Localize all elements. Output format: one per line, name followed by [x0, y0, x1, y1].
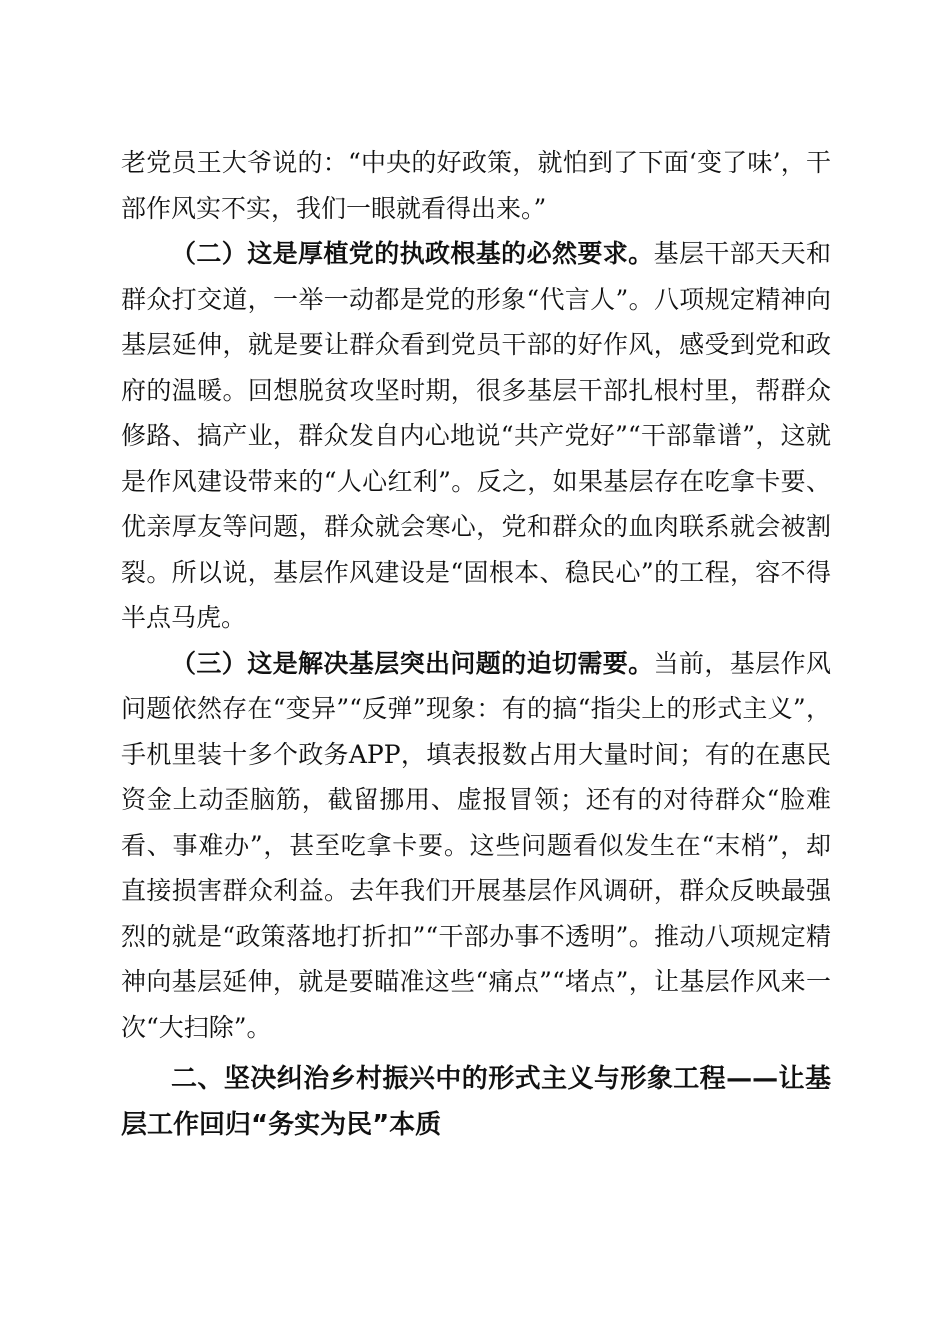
paragraph-text: 基层干部天天和群众打交道，一举一动都是党的形象“代言人”。八项规定精神向基层延伸，就是要让群众看到党员干部的好作风，感受到党和政府的温暖。回想脱贫攻坚时期，很多基层干部扎根村里，帮群众修路、搞产业，群众发自内心地说“共产党好”“干部靠谱”，这就是作风建设带来的“人心红利”。反之，如果基层存在吃拿卡要、优亲厚友等问题，群众就会寒心，党和群众的血肉联系就会被割裂。所以说，基层作风建设是“固根本、稳民心”的工程，容不得半点马虎。 — [121, 239, 831, 632]
paragraph-section-3 — [121, 641, 831, 1051]
paragraph-lead-sentence: （二）这是厚植党的执政根基的必然要求。 — [171, 239, 654, 268]
paragraph-text: 当前，基层作风问题依然存在“变异”“反弹”现象：有的搞“指尖上的形式主义”，手机里装十多个政务APP，填表报数占用大量时间；有的在惠民资金上动歪脑筋，截留挪用、虚报冒领；还有的对待群众“脸难看、事难办”，甚至吃拿卡要。这些问题看似发生在“末梢”，却直接损害群众利益。去年我们开展基层作风调研，群众反映最强烈的就是“政策落地打折扣”“干部办事不透明”。推动八项规定精神向基层延伸，就是要瞄准这些“痛点”“堵点”，让基层作风来一次“大扫除”。 — [121, 648, 831, 1042]
paragraph-continuation — [121, 140, 831, 231]
paragraph-section-2 — [121, 231, 831, 641]
paragraph-text: 老党员王大爷说的：“中央的好政策，就怕到了下面‘变了味’，干部作风实不实，我们一眼就看得出来。” — [121, 148, 831, 223]
section-heading: 二、坚决纠治乡村振兴中的形式主义与形象工程——让基层工作回归“务实为民”本质 — [121, 1064, 831, 1140]
paragraph-lead-sentence: （三）这是解决基层突出问题的迫切需要。 — [171, 648, 654, 678]
document-body — [121, 140, 831, 1148]
